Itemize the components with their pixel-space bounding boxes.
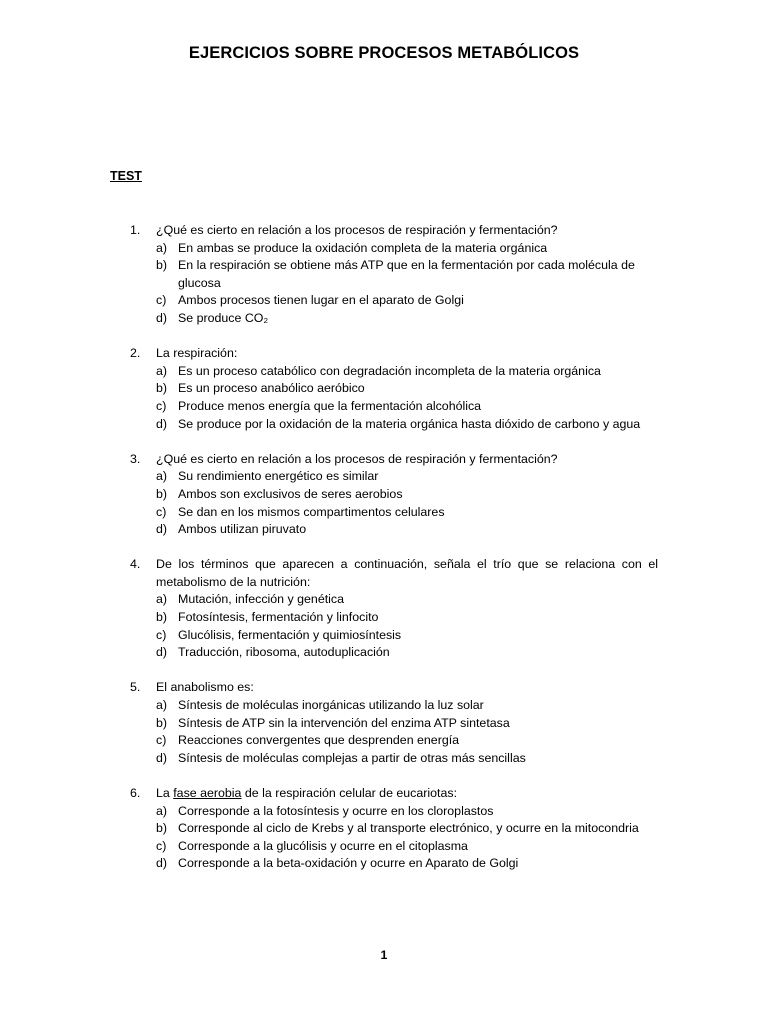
option-b <box>0 715 768 733</box>
option-letter: a) <box>156 803 168 818</box>
option-b <box>0 609 768 627</box>
question-2 <box>0 345 768 433</box>
option-letter: d) <box>156 856 168 871</box>
option-a <box>0 240 768 258</box>
option-letter: d) <box>156 645 168 660</box>
option-letter: c) <box>156 504 167 519</box>
option-text: Ambos son exclusivos de seres aerobios <box>178 486 403 501</box>
option-a <box>0 591 768 609</box>
option-letter: c) <box>156 627 167 642</box>
option-text: Ambos utilizan piruvato <box>178 522 307 537</box>
option-text: Corresponde al ciclo de Krebs y al transporte electrónico, y ocurre en la mitocondria <box>178 821 639 836</box>
option-text: Produce menos energía que la fermentación alcohólica <box>178 398 482 413</box>
question-number: 5. <box>130 680 141 695</box>
option-a <box>0 697 768 715</box>
question-5 <box>0 679 768 767</box>
option-letter: a) <box>156 592 168 607</box>
option-d <box>0 521 768 539</box>
question-1 <box>0 222 768 328</box>
option-text: Corresponde a la glucólisis y ocurre en el citoplasma <box>178 838 468 853</box>
option-text: Síntesis de moléculas inorgánicas utilizando la luz solar <box>178 698 484 713</box>
question-list <box>0 222 768 891</box>
option-letter: c) <box>156 293 167 308</box>
option-c <box>0 732 768 750</box>
option-a <box>0 363 768 381</box>
option-letter: a) <box>156 698 168 713</box>
option-text: Ambos procesos tienen lugar en el aparato de Golgi <box>178 293 464 308</box>
option-letter: b) <box>156 486 168 501</box>
question-text: La respiración: <box>156 346 238 361</box>
option-letter: d) <box>156 416 168 431</box>
option-b <box>0 486 768 504</box>
page-number: 1 <box>380 948 388 962</box>
option-letter: c) <box>156 838 167 853</box>
question-text: ¿Qué es cierto en relación a los procesos de respiración y fermentación? <box>156 451 558 466</box>
option-text: Síntesis de moléculas complejas a partir de otras más sencillas <box>178 750 526 765</box>
option-b <box>0 820 768 838</box>
option-a <box>0 468 768 486</box>
option-text: Corresponde a la beta-oxidación y ocurre en Aparato de Golgi <box>178 856 519 871</box>
question-6 <box>0 785 768 873</box>
question-text: ¿Qué es cierto en relación a los procesos de respiración y fermentación? <box>156 223 558 237</box>
option-b <box>0 380 768 398</box>
section-heading: TEST <box>110 169 142 183</box>
option-letter: a) <box>156 363 168 378</box>
option-letter: a) <box>156 469 168 484</box>
option-c <box>0 504 768 522</box>
option-a <box>0 803 768 821</box>
option-text: Su rendimiento energético es similar <box>178 469 379 484</box>
option-text: Síntesis de ATP sin la intervención del enzima ATP sintetasa <box>178 715 510 730</box>
question-text-end: de la respiración celular de eucariotas: <box>241 786 458 800</box>
option-letter: b) <box>156 610 168 625</box>
option-letter: b) <box>156 715 168 730</box>
question-number: 2. <box>130 346 141 361</box>
question-number: 4. <box>130 557 141 572</box>
option-d <box>0 416 768 434</box>
option-d <box>0 644 768 662</box>
question-text: El anabolismo es: <box>156 680 254 695</box>
option-text: Glucólisis, fermentación y quimiosíntesis <box>178 627 402 642</box>
option-text: En la respiración se obtiene más ATP que en la fermentación por cada molécula de glucosa <box>178 258 635 290</box>
option-text: Es un proceso anabólico aeróbico <box>178 381 365 396</box>
option-text: Traducción, ribosoma, autoduplicación <box>178 645 390 660</box>
question-text <box>156 786 457 800</box>
option-d <box>0 310 768 328</box>
option-text: Fotosíntesis, fermentación y linfocito <box>178 610 379 625</box>
question-number: 1. <box>130 223 141 237</box>
option-text: En ambas se produce la oxidación completa de la materia orgánica <box>178 240 548 255</box>
option-letter: c) <box>156 398 167 413</box>
option-letter: a) <box>156 240 168 255</box>
question-number: 6. <box>130 786 141 800</box>
option-letter: c) <box>156 733 167 748</box>
option-letter: b) <box>156 258 168 273</box>
question-text-start: La <box>156 786 174 800</box>
option-letter: d) <box>156 310 168 325</box>
option-letter: d) <box>156 750 168 765</box>
option-b <box>0 257 768 292</box>
option-c <box>0 292 768 310</box>
option-text: Es un proceso catabólico con degradación incompleta de la materia orgánica <box>178 363 601 378</box>
question-3 <box>0 451 768 539</box>
option-d <box>0 855 768 873</box>
question-text: De los términos que aparecen a continuación, señala el trío que se relaciona con el metabolismo de la nutrición: <box>156 557 658 589</box>
option-text: Se produce por la oxidación de la materia orgánica hasta dióxido de carbono y agua <box>178 416 641 431</box>
option-letter: d) <box>156 522 168 537</box>
underlined-term: fase aerobia <box>173 786 242 800</box>
option-text: Reacciones convergentes que desprenden energía <box>178 733 460 748</box>
option-text: Mutación, infección y genética <box>178 592 344 607</box>
option-letter: b) <box>156 381 168 396</box>
option-d <box>0 750 768 768</box>
option-text: Corresponde a la fotosíntesis y ocurre en los cloroplastos <box>178 803 494 818</box>
option-c <box>0 627 768 645</box>
page-title: EJERCICIOS SOBRE PROCESOS METABÓLICOS <box>188 44 580 62</box>
question-4 <box>0 556 768 662</box>
option-text: Se dan en los mismos compartimentos celulares <box>178 504 445 519</box>
option-letter: b) <box>156 821 168 836</box>
option-c <box>0 838 768 856</box>
option-text: Se produce CO₂ <box>178 310 269 325</box>
question-number: 3. <box>130 451 141 466</box>
option-c <box>0 398 768 416</box>
